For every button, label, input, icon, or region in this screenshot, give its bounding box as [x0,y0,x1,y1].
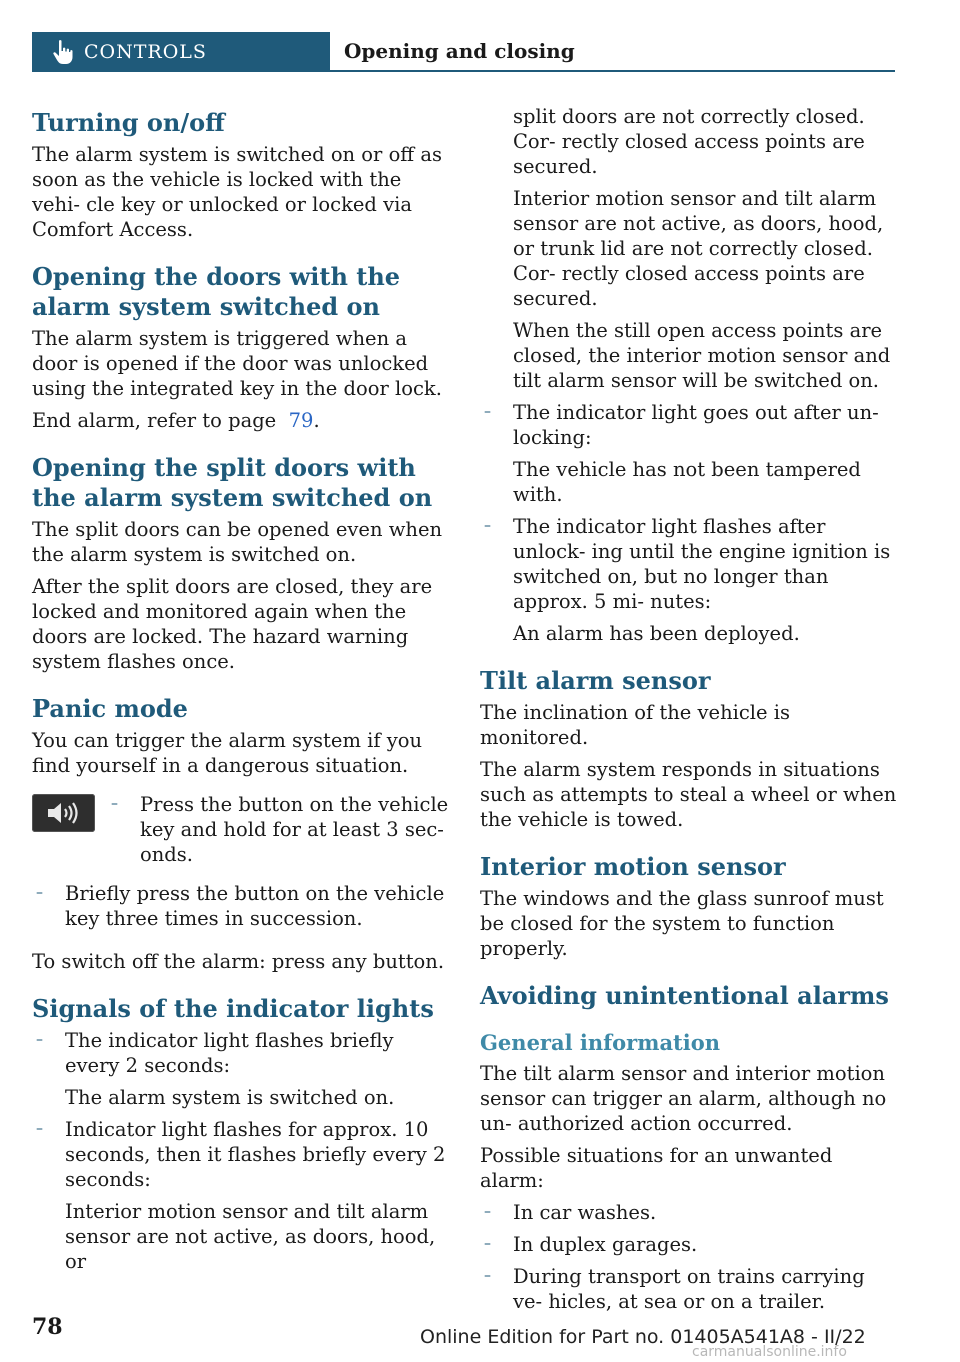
right-column [480,104,898,1321]
heading-opening-doors: Opening the doors with the alarm system switched on [32,262,401,321]
panic-speaker-icon [32,794,95,832]
watermark: carmanualsonline.info [692,1344,847,1360]
heading-panic-mode: Panic mode [32,694,188,723]
subheading-general-information: General information [480,1030,721,1055]
bullet-dash: – [484,1268,491,1284]
reference-period: . [313,409,320,432]
list-item [480,400,898,450]
list-item-detail: An alarm has been deployed. [513,622,800,645]
list-item-text: In car washes. [513,1201,657,1224]
list-item [480,1200,898,1225]
page-link[interactable]: 79 [288,409,314,432]
paragraph: To switch off the alarm: press any button. [32,950,445,973]
list-item [480,1264,898,1314]
edition-footer: Online Edition for Part no. 01405A541A8 - II/22 [420,1326,866,1348]
bullet-dash: – [36,1032,43,1048]
left-column [32,104,450,1281]
list-item-detail: The vehicle has not been tampered with. [513,458,861,506]
heading-interior-motion-sensor: Interior motion sensor [480,852,786,881]
list-item [480,514,898,614]
section-tab [32,32,330,72]
bullet-dash: – [484,404,491,420]
chapter-title-bar [330,32,895,72]
page-number: 78 [32,1314,63,1340]
paragraph: The split doors can be opened even when the alarm system is switched on. [32,518,443,566]
paragraph: The alarm system is triggered when a door is opened if the door was unlocked using the integrated key in the door lock. [32,327,442,400]
list-item [480,1232,898,1257]
list-item [32,881,450,931]
heading-turning-on-off: Turning on/off [32,108,225,137]
paragraph: Possible situations for an unwanted alarm: [480,1144,833,1192]
list-item-detail: Interior motion sensor and tilt alarm sensor are not active, as doors, hood, or [65,1200,436,1273]
bullet-dash: – [484,1236,491,1252]
list-item [32,1028,450,1078]
paragraph: The tilt alarm sensor and interior motion sensor can trigger an alarm, although no un‐ authorized action occurred. [480,1062,887,1135]
paragraph: You can trigger the alarm system if you find yourself in a dangerous situation. [32,729,423,777]
hand-pointer-icon [48,37,78,67]
heading-avoiding-alarms: Avoiding unintentional alarms [480,981,889,1010]
list-item [32,1117,450,1192]
bullet-dash: – [484,518,491,534]
paragraph: The inclination of the vehicle is monitored. [480,701,791,749]
list-item-text: In duplex garages. [513,1233,698,1256]
panic-button-row [32,792,450,874]
reference-text: End alarm, refer to page [32,409,277,432]
list-item-text: The indicator light flashes after unlock‐ ing until the engine ignition is switched on, but no longer than approx. 5 mi‐ nutes: [513,515,891,613]
heading-opening-split-doors: Opening the split doors with the alarm system switched on [32,453,433,512]
list-item-text: During transport on trains carrying ve‐ hicles, at sea or on a trailer. [513,1265,865,1313]
bullet-dash: – [36,1121,43,1137]
chapter-title: Opening and closing [344,39,575,63]
paragraph: The alarm system responds in situations such as attempts to steal a wheel or when the vehicle is towed. [480,758,897,831]
list-item-text: Indicator light flashes for approx. 10 seconds, then it flashes briefly every 2 seconds: [65,1118,446,1191]
list-item-detail: The alarm system is switched on. [65,1086,395,1109]
bullet-dash: – [36,885,43,901]
page-reference-paragraph [32,408,450,433]
list-item [107,792,450,867]
page-header [32,32,895,72]
heading-tilt-alarm-sensor: Tilt alarm sensor [480,666,711,695]
paragraph: The windows and the glass sunroof must be closed for the system to function properly. [480,887,884,960]
section-label: CONTROLS [84,41,207,63]
list-item-detail: When the still open access points are closed, the interior motion sensor and tilt alarm sensor will be switched on. [513,319,891,392]
heading-indicator-signals: Signals of the indicator lights [32,994,434,1023]
list-item-text: The indicator light flashes briefly every 2 seconds: [65,1029,394,1077]
bullet-dash: – [484,1204,491,1220]
list-item-text: Briefly press the button on the vehicle key three times in succession. [65,882,445,930]
paragraph: After the split doors are closed, they are locked and monitored again when the doors are locked. The hazard warning system flashes once. [32,575,433,673]
paragraph: The alarm system is switched on or off as soon as the vehicle is locked with the vehi‐ cle key or unlocked or locked via Comfort Access. [32,143,442,241]
bullet-dash: – [111,796,118,812]
list-item-text: The indicator light goes out after un‐ locking: [513,401,879,449]
list-item-detail: Interior motion sensor and tilt alarm sensor are not active, as doors, hood, or trunk lid are not correctly closed. Cor‐ rectly closed access points are secured. [513,187,884,310]
list-item-detail-continued: split doors are not correctly closed. Cor‐ rectly closed access points are secured. [513,105,865,178]
list-item-text: Press the button on the vehicle key and hold for at least 3 sec‐ onds. [140,793,449,866]
